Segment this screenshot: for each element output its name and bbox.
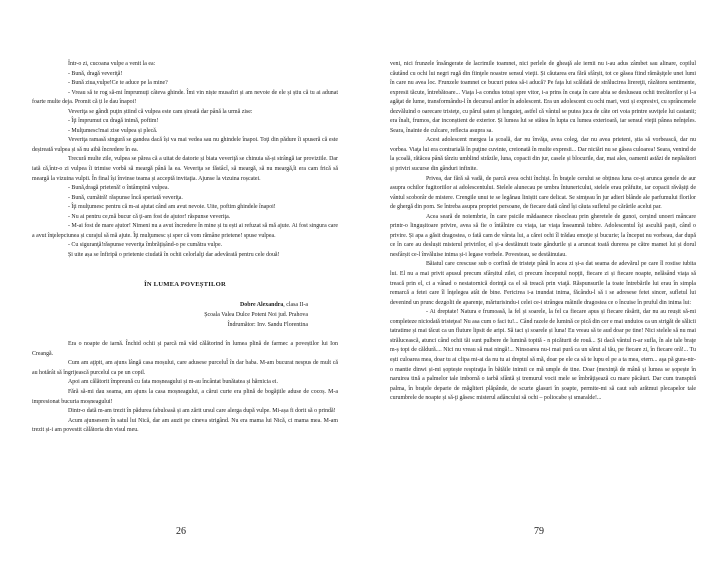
paragraph: Dintr-o dată m-am trezit în pădurea fabuloasă și am zărit ursul care alerga după vulpe. Mi-așa fi dorit să o prindă! [68, 408, 336, 415]
page-number-right: 79 [534, 526, 544, 537]
author-teacher: Îndrumător: Inv. Sandu Florentina [227, 321, 308, 328]
paragraph: - Nu ai pentru ce,mă bucur că ţi-am fost de ajutor! răspunse veveriţa. [68, 213, 231, 220]
story-text [32, 340, 338, 435]
author-school: Școala Valea Dulce Poteni Noi jud. Prahova [204, 312, 308, 319]
paragraph: Trecură multe zile, vulpea se părea că a uitat de datorie și biata veveriţă se chinuia să-și strângă iar proviziile. Dar iată că,într-o zi vulpea îi trimise vorbă să meargă până la ea. Veveriţa se făstâcî, să meargă, să nu meargă,îi era cam frică să meargă la vizuina vulpii. În final își învinse teama și acceptă invitaţia. Ajunse la vizuina roșcatei. [32, 156, 338, 182]
paragraph: Acum ajunsesem în satul lui Nică, dar am auzit pe cineva strigând. Nu era mama lui Nică, ci mama mea. M-am trezit și-i am povestit călătoria din visul meu. [32, 417, 338, 434]
author-name: Dobre Alexandra [240, 302, 284, 309]
author-block [32, 301, 308, 330]
paragraph: - Cu siguranţă!răspunse veveriţa îmbrăţișând-o pe cumătra vulpe. [68, 242, 223, 249]
paragraph: - Îţi împrumut cu dragă inimă, poftim! [68, 118, 159, 125]
paragraph: - Bună, cumătră! răspunse încă speriată veveriţa. [68, 194, 183, 201]
paragraph: - Mulţumesc!mai zise vulpea și plecă. [68, 127, 158, 134]
paragraph: - Ai dreptate! Natura e frumoasă, la fel și soarele, la fel ca fiecare apus și fiecare răsărit, dar nu au reușit să-mi completeze niciodată tristeţea! Nu asa cum o faci tu!... Când razele de lumină ce pică din cer e mai unduios ca un strigăt de sălicii tatratime și mai tăcut ca un fluture lipsit de aripi. Să taci și soarele și luna! Eu vreau să te aud doar pe tine! Nici stelele să nu mai strălucească, atunci când ochii tăi sunt pulbere de lumină topită - n picăturii de rouă... Și dacă vântul n-ar sufla, în ale tale braţe m-ș topi de căldură.... Nici nu vreau să mai ningă!... Ninsoarea nu-i mai pură ca un sărut al tău, pe fiecare zi, în fiecare oră!... Tu ești culoarea mea, doar tu ai clipa mi-ai da nu tu ai dreptul să mă, doar pe ele ca să te lupu el pe a ta mea, etern... aşa pă gura-ntr-o mantie dinwi și-mi șoptește respiraţia în bătăile inimii ce mă umple de tine. Doar (mexinţă de mână și lumea se șopește în naruirea tină a palmelor tale imbornă o iarbă sfântă și tremurul vocii mele se îmbrăţișează cu mare păcăuri. Dar cum transpiră palma, în braţele deparie de măgliteri plăpânde, de scurte glasuri în șoapte, permite-mi să caut sub arătmui plecapelor tale curumbrele de noapte și să-ţi găsesc misterul adâncului să ochi – poliocabe și smaralde!... [390, 309, 696, 402]
paragraph: Băiatul care crescuse sub o corfină de tristeţe până în acea zi și-a dat seama de adevărul pe care îl rostise iubita lui. El nu a mai privit apusul precum sfârșitul zilei, ci precum începutul nopţii, fiecare zi și fiecare noapte, nelăsând viaţa să treacă prin el, ci a vânad o nestatornică dorinţă ca el să treacă prin viaţă. Răspunsurile la toate întrebările lui erau în simpla remarcă a fetei care îl înţelegea atât de bine. Fericirea i-a inundat inima, făcându-l să i se adresese fetei sincer, sufletul lui devenind un prunc dezgolit de aparenţe, mărturisindu-i celei ce-i strângea mâinile dragostea ce o încuise în pruful din inima lui: [390, 261, 696, 306]
right-page [390, 60, 696, 404]
paragraph: Fără să-mi dau seama, am ajuns la casa moșneagului, a cărui curte era plină de bogăţiile aduse de cocoș. M-a impresionat bucuria moșneagului! [32, 389, 338, 405]
paragraph: - Vreau să te rog să-mi împrumuţi câteva ghinde. Îmi vin niște musafiri și am nevoie de ele și știu că tu ai adunat foarte multe deja. Promit că ți le dau înapoi! [32, 89, 338, 106]
paragraph: Cum am aţipit, am ajuns lângă casa moșului, care adusese purceluÎ în dar baba. M-am bucurat nespus de mult că au hotărât să îngrijească purcelul ca pe un copil. [32, 360, 338, 376]
paragraph: Privea, dar fără să vadă, de parcă avea ochii închiși. În braţele cerului se obținea luna ce-și arunca genele de aur asupra ochilor fugitoriilor ai adolescentului. Stelele alunecau pe umbra întunericului, stelele erau prăfuite, iar copacii răvășiţi de vântul scoborâr de mistere. Crengile unui te se legănau liniștit care delicat. Se simţeau în jur adieri blânde ale parfumului florilor de ghergă din pom. Se întreba asupra propriei persoane, de fiecare dată când își căuta sufletul pe cărările acelui par. [390, 175, 696, 211]
paragraph: Apoi am călătorit împreună cu fata moșneagului și m-au încântat bunătatea și hărnicia ei. [68, 379, 279, 386]
paragraph: - M-ai fost de mare ajutor! Nimeni nu a avut încredere în mine și tu ești ai refuzat să mă ajute. Ai fost singura care a avut înţelepciunea și curajul să mă ajute. Îţi mulţumesc și sper că vom rămâne prietene! spuse vulpea. [32, 223, 338, 239]
paragraph: Veveriţa se gândi puţin știind că vulpea este cam șireată dar până la urmă zise: [68, 108, 253, 115]
paragraph: Acea seară de noiembrie, în care psicile mădaanece răsocleau prin gheretele de gunoi, cerșind unoeri mâncare printr-o lingușitoare privire, avea să fie o întâlnire cu viaţa, iar viaţa înseamnă iubire. Adolescentul își ascultă pașii, când o privire. Și apa a găsit dragostea, o fată cam de vârsta lui, a cărei ochi îl trădau emoţie și bucurie; la început nu vorbeau, dar după ce în care au deslușit misterul privirilor, el și-a destăinuit toate gândurile și a aruncat toată durerea pe către mamei lui și dorul nesfârșit ce-l învăluise inima și-i legase vorbele. Povesteau, se destăinuiau. [390, 213, 696, 258]
paragraph: Acest adolescent mergea la școală, dar nu învăţa, avea coleg, dar nu avea prieteni, știa să vorbească, dar nu vorbea. Viaţa lui era contrarială în puţine cuvinte, creionată în multe expresii... Dar niciări nu se găsea culoarea! Seara, venind de la școală, rătăcea până târziu umblind străzile, luna, copacii din jur, casele și blocurile, dar, mai ales, oamenii astăzi de nepăsători și priviri sucurse din gânduri infinite. [390, 137, 696, 173]
paragraph: - Bună,dragă prietenă! o întâmpină vulpea. [68, 185, 169, 192]
paragraph: Și uite așa se înfiripă o prietenie ciudată în ochii celorlalţi dar adevărată pentru cele două! [68, 251, 280, 258]
paragraph: Veveriţa ramasă singură se gandea dacă își va mai vedea sau nu ghindele înapoi. Toţi din pădure îi spuseră că este deșireată vulpea și să nu aibă încredere în ea. [32, 137, 338, 153]
left-page [32, 60, 338, 436]
paragraph: - Bună, dragă veveriţă! [68, 70, 123, 77]
paragraph: Era o noapte de iarnă. Închid ochii și parcă mă văd călătorind în lumea plină de farmec a poveștilor lui Ion Creangă. [32, 341, 338, 357]
author-class: , clasa II-a [283, 302, 308, 309]
section-heading: ÎN LUMEA POVEȘTILOR [144, 281, 226, 289]
author-line [32, 301, 308, 311]
left-page-text [32, 60, 338, 260]
page-number-left: 26 [176, 526, 186, 537]
right-page-text [390, 60, 696, 404]
paragraph: - Bună ziua,vulpe!Ce te aduce pe la mine? [68, 80, 168, 87]
paragraph: veni, nici frunzele însăngerate de lacrimile toamnei, nici perlele de gheaţă ale iernii nu i-au adus zâmbet sau alinare, copilul căutând cu ochi lui negri rugă din fiinţele noastre sensul vieţii. Și căutarea era fără sfârșit, tot ce găsea fiind rămășiţele unei lumi în care nu avea loc. Frunzele toamnei ce bucuri putea să-i aducă? Pe faţa lui scăldată de strălucirea lirereţii, râzătoru sentimente, expresii tăcute, întrebătoare... Viaţa l-a condus totuși spre vitor, i-a prins în ceaţa în care abia se desluseau ochii trecătorilor și l-a agăţat de lume, transformându-l în decursul anilor în adolescent. Era un adolescent cu ochi mari, vezi și expresivi, cu sprâncenele dezvăluind o oarecare tristeţe, cu părul șaten și lunguieţ, astfel că vântul se putea juca de câte ori voia printre suviţele lui castanii; era înalt, frumos, dar inconștient de exterior. Și lumea lui se stătea în lupta cu lumea exterioară, iar sensul vieţii pânea neînţeles. Seara, înainte de culcare, reflecta asupra sa. [390, 61, 696, 134]
paragraph: - Îţi mulţumesc pentru că m-ai ajutat când am avut nevoie. Uite, poftim ghindele înapoi! [68, 204, 276, 211]
paragraph: Într-o zi, cucoana vulpe a venit la ea: [68, 61, 156, 67]
